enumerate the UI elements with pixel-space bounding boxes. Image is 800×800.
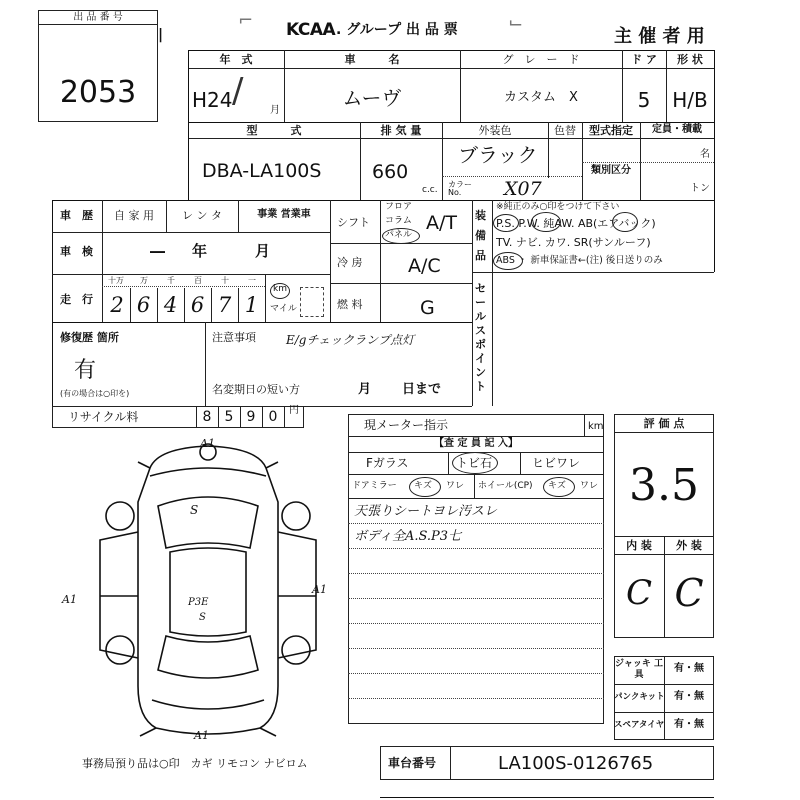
- mileage-place-100: 百: [194, 276, 202, 285]
- meter-label: 現メーター指示: [364, 418, 449, 432]
- fuel-value: G: [420, 297, 435, 319]
- accessory-jack-label: ジャッキ 工 具: [615, 659, 663, 680]
- inspection-notes-title: 【査 定 員 記 入】: [434, 438, 518, 449]
- year-month-unit: 月: [270, 105, 280, 116]
- wheel-front-left: [106, 502, 134, 530]
- inspection-note-line-2: ボディ全A.S.P3七: [354, 529, 462, 544]
- year-slash: /: [232, 71, 244, 111]
- notes-label: 注意事項: [212, 331, 256, 344]
- equipment-row-2: TV. ナビ. カワ. SR(サンルーフ): [496, 236, 651, 249]
- mileage-label: 走 行: [60, 293, 93, 306]
- doors-label: ド ア: [631, 53, 657, 66]
- model-value: DBA-LA100S: [202, 160, 322, 182]
- interior-grade: C: [625, 573, 652, 613]
- ab-circle: [612, 212, 638, 232]
- inspection-value: ― 年 月: [150, 242, 277, 260]
- exterior-grade: C: [674, 571, 704, 615]
- capacity-unit-tons: トン: [690, 183, 710, 194]
- chassis-number: LA100S-0126765: [498, 753, 654, 774]
- name-change-label: 名変期日の短い方: [212, 383, 300, 396]
- usage-label: 車 歴: [60, 209, 93, 222]
- recycle-digit-4: 0: [268, 409, 278, 425]
- km-unit: km: [273, 284, 287, 294]
- diagram-mark-front: A1: [200, 437, 215, 450]
- form-title: . グループ 出 品 票: [336, 22, 458, 38]
- diagram-mark-rear: A1: [194, 729, 209, 742]
- accessory-puncture-label: パンクキット: [614, 692, 665, 702]
- diagram-mark-left: A1: [62, 593, 77, 606]
- left-bracket-mark: |: [158, 27, 164, 43]
- inspection-note-line-1: 天張りシートヨレ汚スレ: [354, 504, 498, 519]
- mileage-digit-3: 4: [163, 293, 178, 317]
- grade-value: カスタム X: [504, 90, 578, 105]
- wheel-scratch[interactable]: キズ: [548, 481, 566, 491]
- color-no-value: X07: [504, 178, 542, 200]
- ps-circle: [493, 214, 519, 232]
- mirror-break[interactable]: ワレ: [446, 481, 465, 491]
- mile-unit: マイル: [270, 304, 297, 314]
- recycle-label: リサイクル料: [68, 410, 139, 424]
- mileage-digit-1: 2: [110, 293, 124, 317]
- diagram-mark-roof: P3E: [188, 597, 209, 608]
- mile-checkbox[interactable]: [300, 287, 324, 317]
- name-change-month: 月: [358, 382, 372, 397]
- car-name-value: ムーヴ: [342, 86, 402, 110]
- glass-crack[interactable]: ヒビワレ: [532, 456, 581, 470]
- wheel-break[interactable]: ワレ: [580, 481, 599, 491]
- glass-label: Fガラス: [366, 456, 409, 470]
- model-label: 型 式: [246, 124, 302, 137]
- car-name-label: 車 名: [344, 53, 400, 66]
- name-change-day: 日まで: [402, 382, 442, 397]
- hood-line: [150, 468, 266, 476]
- cc-unit: c.c.: [422, 185, 438, 195]
- fuel-label: 燃 料: [337, 298, 363, 311]
- pw-circle: [531, 212, 561, 232]
- rating-label: 評 価 点: [643, 417, 685, 430]
- mirror-label: ドアミラー: [352, 481, 397, 491]
- wheel-scratch-circle: [543, 477, 575, 497]
- sales-point-label: セールスポイント: [475, 282, 486, 393]
- kcaa-logo: KCAA: [286, 20, 336, 40]
- shift-value: A/T: [426, 212, 458, 234]
- rating-value: 3.5: [629, 460, 699, 511]
- shift-label: シフト: [337, 216, 370, 229]
- exterior-color-label: 外装色: [478, 124, 512, 137]
- office-note: 事務局預り品は○印 カギ リモコン ナビロム: [82, 757, 308, 770]
- ac-label: 冷 房: [337, 256, 363, 269]
- usage-private[interactable]: 自 家 用: [114, 209, 154, 222]
- wheel-front-right: [282, 502, 310, 530]
- year-value: H24: [192, 88, 233, 112]
- copy-type: 主 催 者 用: [614, 26, 705, 47]
- capacity-label: 定員・積載: [652, 124, 702, 135]
- wheel-label: ホイール(CP): [478, 481, 533, 491]
- chassis-label: 車台番号: [388, 756, 437, 770]
- mileage-place-100k: 十万: [108, 276, 124, 285]
- interior-label: 内 装: [626, 539, 652, 552]
- recycle-digit-2: 5: [224, 409, 234, 425]
- notes-value: E/gチェックランプ点灯: [286, 333, 415, 347]
- diagram-mark-right: A1: [312, 583, 327, 596]
- capacity-unit-persons: 名: [700, 149, 710, 160]
- displacement-label: 排 気 量: [380, 124, 422, 137]
- car-outline: [138, 446, 278, 734]
- body-type-label: 形 状: [677, 53, 703, 66]
- grade-label: グ レ ー ド: [502, 53, 580, 66]
- wheel-rear-right: [282, 636, 310, 664]
- accessory-jack-value[interactable]: 有・無: [674, 663, 704, 674]
- mileage-place-1k: 千: [167, 276, 175, 285]
- color-no-label: カラー No.: [448, 180, 472, 197]
- accessory-puncture-value[interactable]: 有・無: [674, 691, 704, 702]
- mirror-scratch[interactable]: キズ: [414, 481, 432, 491]
- meter-unit: km: [588, 421, 604, 432]
- windshield-outline: [158, 497, 258, 548]
- mileage-place-10k: 万: [140, 276, 148, 285]
- mileage-digit-6: 1: [244, 293, 259, 317]
- mileage-digit-5: 7: [217, 293, 232, 317]
- glass-chip-circle: [452, 452, 498, 474]
- equipment-row-3: ABS ・ 新車保証書←(注) 後日送りのみ: [496, 255, 663, 266]
- mileage-digit-4: 6: [190, 293, 205, 317]
- accessory-spare-label: スペアタイヤ: [614, 720, 665, 730]
- right-side-outline: [278, 532, 316, 658]
- trunk-line: [152, 700, 264, 709]
- lot-number: 2053: [59, 75, 137, 110]
- shift-panel-circle: [382, 228, 420, 244]
- repair-value: 有: [74, 358, 97, 383]
- recycle-unit: 円: [289, 405, 299, 416]
- doors-value: 5: [637, 88, 651, 112]
- body-type-value: H/B: [672, 88, 708, 112]
- ac-value: A/C: [408, 255, 441, 277]
- car-damage-diagram: [80, 436, 340, 746]
- exterior-label: 外 装: [676, 539, 702, 552]
- color-value: ブラック: [458, 143, 538, 167]
- left-side-outline: [100, 532, 138, 658]
- glass-chip[interactable]: トビ石: [456, 456, 493, 470]
- equipment-note: ※純正のみ○印をつけて下さい: [496, 202, 620, 212]
- equipment-label: 装 備 品: [475, 209, 486, 262]
- recycle-digit-3: 9: [246, 409, 256, 425]
- repair-label: 修復歴 箇所: [60, 331, 119, 344]
- diagram-mark-hood: S: [190, 503, 199, 517]
- recycle-digit-1: 8: [202, 409, 212, 425]
- usage-commercial[interactable]: 事業 営業車: [257, 209, 311, 220]
- mirror-scratch-circle: [409, 477, 441, 497]
- inspection-label: 車 検: [60, 245, 93, 258]
- repair-note: (有の場合は○印を): [60, 389, 130, 398]
- shift-column[interactable]: コラム: [385, 216, 412, 226]
- accessory-spare-value[interactable]: 有・無: [674, 719, 704, 730]
- color-swap-label: 色替: [554, 124, 576, 137]
- rear-window-outline: [158, 636, 258, 678]
- equipment-row-1: P.S. P.W. 純AW. AB(エアバック): [496, 217, 656, 230]
- diagram-mark-roof-s: S: [199, 612, 206, 623]
- shift-floor[interactable]: フロア: [385, 202, 413, 212]
- shift-panel[interactable]: パネル: [385, 230, 413, 240]
- mileage-place-10: 十: [221, 276, 229, 285]
- displacement-value: 660: [372, 161, 409, 183]
- category-label: 類別区分: [591, 165, 631, 176]
- type-designation-label: 型式指定: [589, 124, 633, 137]
- corner-mark-right: ⌙: [508, 12, 524, 33]
- mileage-place-1: 一: [248, 276, 256, 285]
- roof-outline: [170, 548, 246, 636]
- usage-rental[interactable]: レ ン タ: [182, 209, 222, 222]
- abs-circle: [493, 252, 523, 270]
- corner-mark-left: ⌐: [238, 10, 254, 31]
- year-label: 年 式: [219, 53, 253, 66]
- mileage-digit-2: 6: [136, 293, 151, 317]
- wheel-rear-left: [106, 636, 134, 664]
- lot-number-label: 出 品 番 号: [73, 12, 123, 23]
